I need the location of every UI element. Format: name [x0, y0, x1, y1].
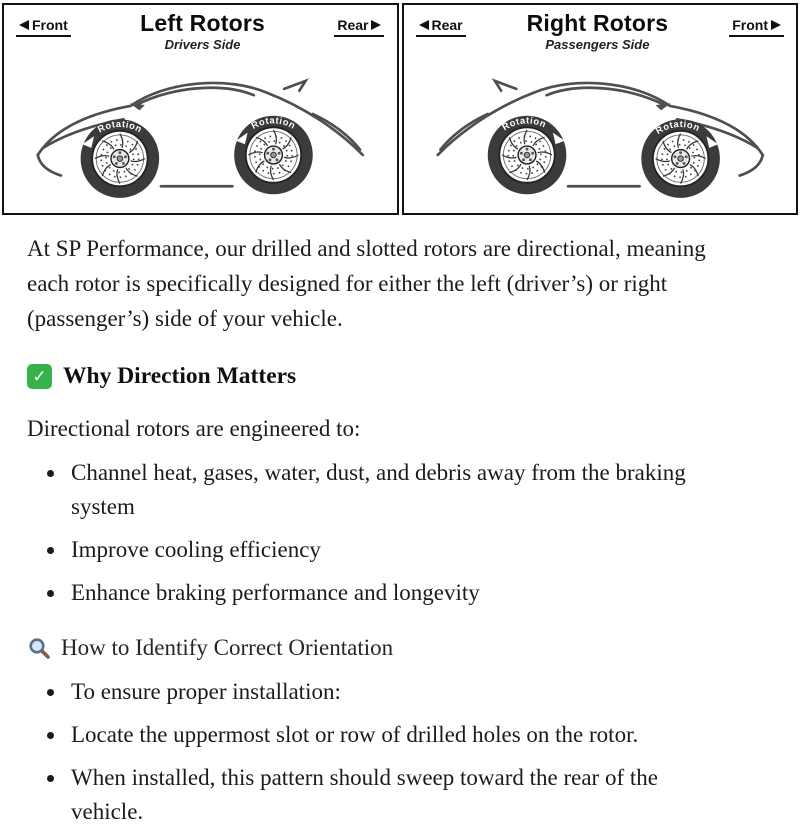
- magnifier-icon: [27, 636, 51, 660]
- article-content: [0, 215, 800, 829]
- right-rotors-panel: [402, 3, 799, 215]
- list-item: • Improve cooling efficiency: [67, 533, 727, 567]
- intro-paragraph: At SP Performance, our drilled and slotted rotors are directional, meaning each rotor is specifically designed for either the left (driver’s) or right (passenger’s) side of your vehicle.: [27, 236, 706, 331]
- rotation-label: Rotation: [249, 114, 298, 131]
- panel-subtitle: Passengers Side: [545, 37, 650, 53]
- panel-title: Left Rotors: [140, 10, 265, 36]
- panel-subtitle: Drivers Side: [164, 37, 241, 53]
- list-item: • To ensure proper installation:: [67, 675, 727, 709]
- right-panel-titles: [527, 11, 669, 53]
- arrow-left-icon: [19, 20, 29, 30]
- why-direction-matters-heading: [27, 363, 773, 390]
- list-item: • When installed, this pattern should sweep toward the rear of the vehicle.: [67, 761, 727, 829]
- right-panel-header: [404, 5, 797, 53]
- left-rotors-panel: [2, 3, 399, 215]
- panel-title: Right Rotors: [526, 10, 669, 36]
- right-car-illustration: [404, 55, 797, 205]
- rotation-label: Rotation: [96, 118, 144, 135]
- arrow-left-icon: [419, 20, 429, 30]
- left-car-illustration: [4, 55, 397, 205]
- direction-label-text: Front: [732, 17, 768, 33]
- heading-text: Why Direction Matters: [63, 363, 297, 389]
- direction-label-text: Rear: [431, 17, 463, 33]
- left-panel-header: [4, 5, 397, 53]
- list-item: • Channel heat, gases, water, dust, and debris away from the braking system: [67, 456, 727, 524]
- list-item: • Locate the uppermost slot or row of drilled holes on the rotor.: [67, 718, 727, 752]
- rotation-label: Rotation: [499, 114, 548, 133]
- arrow-right-icon: [371, 20, 381, 30]
- check-glyph: ✓: [32, 366, 47, 387]
- front-direction-label: [729, 16, 784, 37]
- front-direction-label: [16, 16, 71, 37]
- rotor-direction-diagram: [0, 0, 800, 215]
- list-item: • Enhance braking performance and longevity: [67, 576, 727, 610]
- orientation-steps-list: [67, 675, 727, 829]
- direction-label-text: Rear: [337, 17, 369, 33]
- identify-orientation-heading: [27, 635, 773, 661]
- rear-direction-label: [334, 16, 384, 37]
- arrow-right-icon: [771, 20, 781, 30]
- benefits-list: [67, 456, 727, 610]
- direction-label-text: Front: [32, 17, 68, 33]
- rear-direction-label: [416, 16, 466, 37]
- left-panel-titles: [140, 11, 265, 53]
- heading-text: How to Identify Correct Orientation: [61, 635, 394, 660]
- check-icon: [27, 364, 52, 389]
- engineered-to-lead: Directional rotors are engineered to:: [27, 416, 361, 441]
- rotation-label: Rotation: [653, 118, 701, 136]
